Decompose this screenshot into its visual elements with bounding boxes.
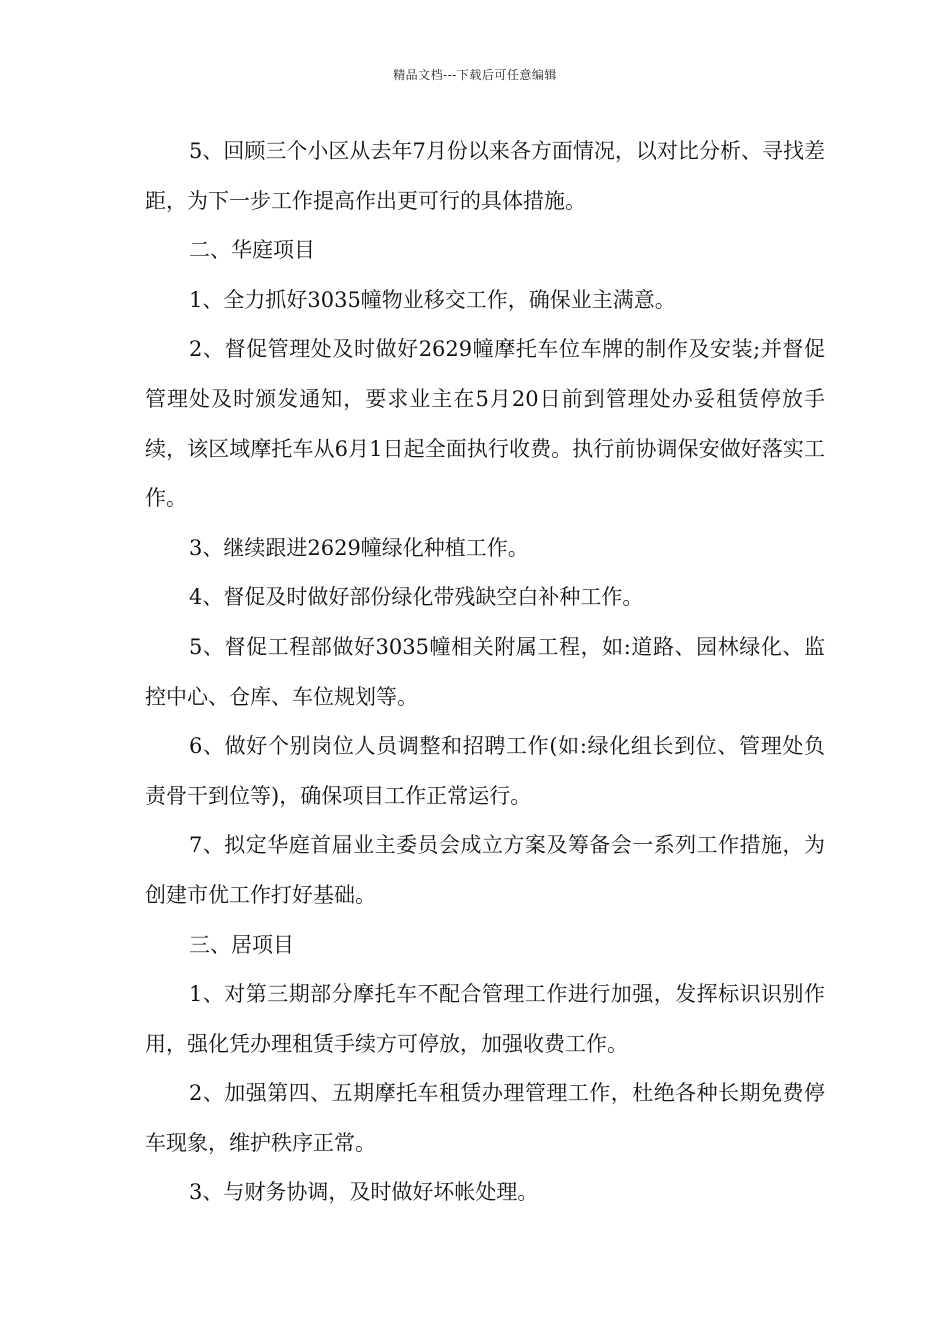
paragraph: 3、与财务协调，及时做好坏帐处理。 [189, 1180, 539, 1205]
paragraph: 6、做好个别岗位人员调整和招聘工作(如:绿化组长到位、管理处负责骨干到位等)，确保项目工作正常运行。 [145, 734, 825, 808]
section-heading: 三、居项目 [189, 932, 294, 957]
paragraph: 5、督促工程部做好3035幢相关附属工程，如:道路、园林绿化、监控中心、仓库、车位规划等。 [145, 634, 825, 709]
paragraph: 4、督促及时做好部份绿化带残缺空白补种工作。 [189, 585, 644, 610]
page-header: 精品文档---下载后可任意编辑 [393, 68, 557, 82]
paragraph: 1、全力抓好3035幢物业移交工作，确保业主满意。 [189, 287, 676, 312]
document-body [145, 127, 825, 1218]
paragraph: 2、督促管理处及时做好2629幢摩托车位车牌的制作及安装;并督促管理处及时颁发通知，要求业主在5月20日前到管理处办妥租赁停放手续，该区域摩托车从6月1日起全面执行收费。执行前协调保安做好落实工作。 [145, 337, 825, 511]
paragraph: 2、加强第四、五期摩托车租赁办理管理工作，杜绝各种长期免费停车现象，维护秩序正常。 [145, 1081, 825, 1155]
section-heading: 二、华庭项目 [189, 238, 315, 263]
paragraph: 3、继续跟进2629幢绿化种植工作。 [189, 535, 529, 560]
paragraph: 5、回顾三个小区从去年7月份以来各方面情况，以对比分析、寻找差距，为下一步工作提高作出更可行的具体措施。 [145, 139, 825, 213]
paragraph: 7、拟定华庭首届业主委员会成立方案及筹备会一系列工作措施，为创建市优工作打好基础。 [145, 833, 825, 907]
paragraph: 1、对第三期部分摩托车不配合管理工作进行加强，发挥标识识别作用，强化凭办理租赁手续方可停放，加强收费工作。 [145, 982, 825, 1056]
